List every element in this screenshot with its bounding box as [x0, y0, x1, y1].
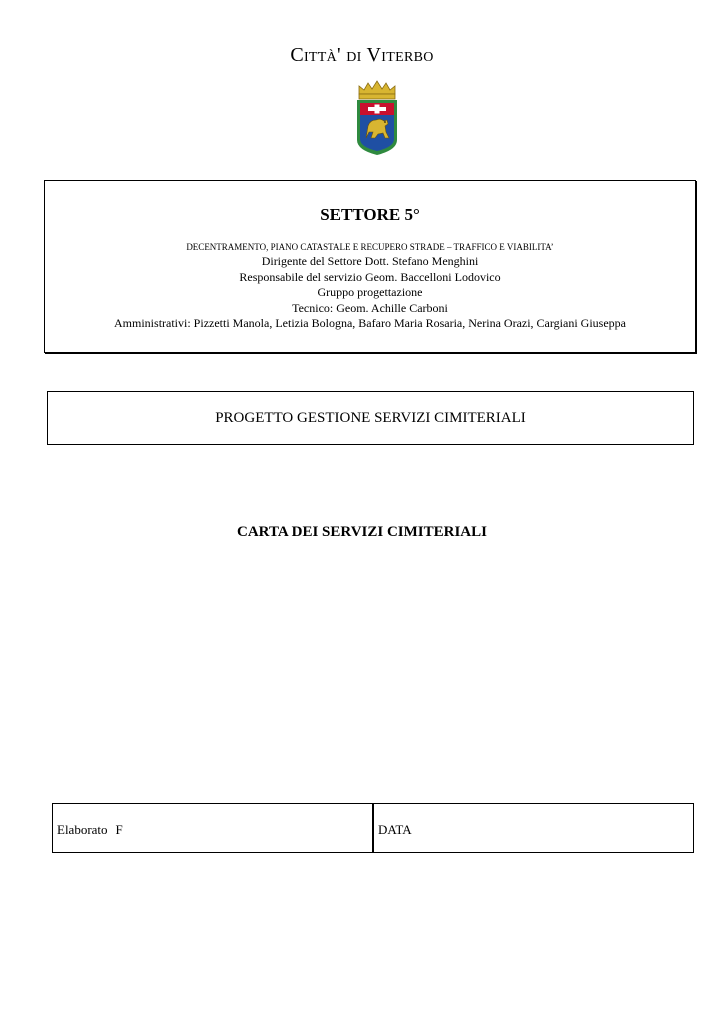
sector-title: SETTORE 5° — [320, 205, 420, 224]
sector-line-technician: Tecnico: Geom. Achille Carboni — [292, 300, 448, 315]
project-box — [47, 391, 694, 445]
data-label: DATA — [378, 822, 412, 837]
project-title: PROGETTO GESTIONE SERVIZI CIMITERIALI — [215, 410, 526, 426]
city-title: Città' di Viterbo — [290, 44, 434, 66]
sector-subtitle: DECENTRAMENTO, PIANO CATASTALE E RECUPERO STRADE – TRAFFICO E VIABILITA’ — [186, 242, 554, 252]
elaborato-cell — [53, 804, 374, 852]
sector-line-manager: Responsabile del servizio Geom. Baccelloni Lodovico — [239, 269, 501, 284]
coat-of-arms-icon — [354, 80, 400, 156]
document-title: CARTA DEI SERVIZI CIMITERIALI — [237, 524, 487, 540]
elaborato-label: Elaborato — [57, 822, 108, 837]
info-table — [52, 803, 694, 853]
sector-line-group: Gruppo progettazione — [317, 285, 423, 299]
data-cell — [374, 804, 693, 852]
elaborato-value: F — [115, 822, 123, 837]
sector-staff-list — [45, 254, 695, 332]
sector-line-director: Dirigente del Settore Dott. Stefano Menghini — [261, 254, 479, 268]
sector-line-administrators: Amministrativi: Pizzetti Manola, Letizia Bologna, Bafaro Maria Rosaria, Nerina Orazi, Cargiani Giuseppa — [114, 316, 626, 330]
sector-box — [44, 180, 696, 353]
